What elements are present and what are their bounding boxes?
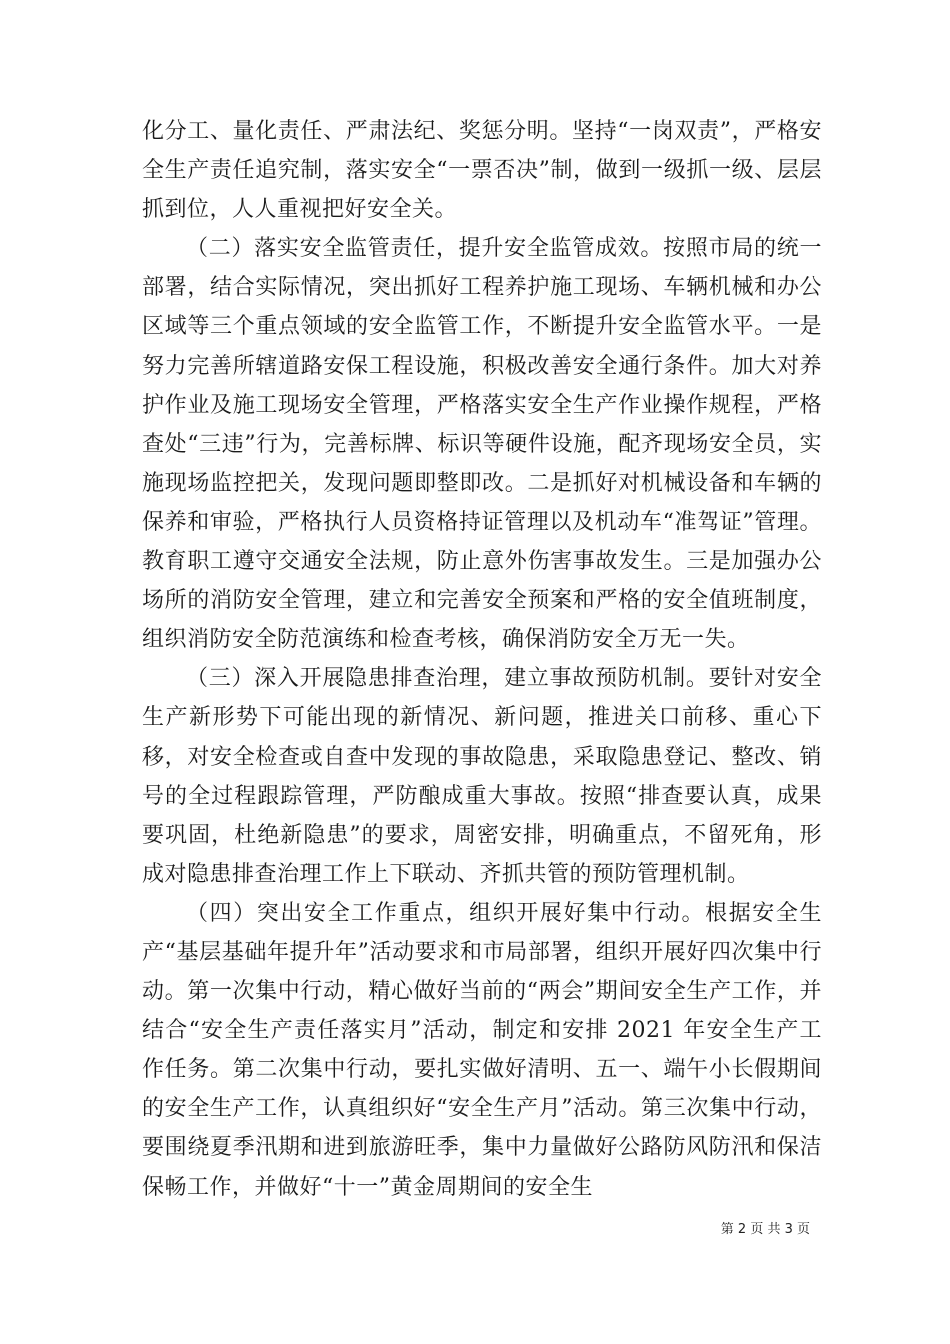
paragraph-section-4: （四）突出安全工作重点，组织开展好集中行动。根据安全生产“基层基础年提升年”活动要求和市局部署，组织开展好四次集中行动。第一次集中行动，精心做好当前的“两会”期间安全生产工作，并结合“安全生产责任落实月”活动，制定和安排 2021 年安全生产工作任务。第二次集中行动，要扎实做好清明、五一、端午小长假期间的安全生产工作，认真组织好“安全生产月”活动。第三次集中行动，要围绕夏季汛期和进到旅游旺季，集中力量做好公路防风防汛和保洁保畅工作，并做好“十一”黄金周期间的安全生: [142, 900, 822, 1200]
paragraph-section-2: （二）落实安全监管责任，提升安全监管成效。按照市局的统一部署，结合实际情况，突出抓好工程养护施工现场、车辆机械和办公区域等三个重点领域的安全监管工作，不断提升安全监管水平。一是努力完善所辖道路安保工程设施，积极改善安全通行条件。加大对养护作业及施工现场安全管理，严格落实安全生产作业操作规程，严格查处“三违”行为，完善标牌、标识等硬件设施，配齐现场安全员，实施现场监控把关，发现问题即整即改。二是抓好对机械设备和车辆的保养和审验，严格执行人员资格持证管理以及机动车“准驾证”管理。教育职工遵守交通安全法规，防止意外伤害事故发生。三是加强办公场所的消防安全管理，建立和完善安全预案和严格的安全值班制度，组织消防安全防范演练和检查考核，确保消防安全万无一失。: [142, 236, 822, 653]
paragraph-section-3: （三）深入开展隐患排查治理，建立事故预防机制。要针对安全生产新形势下可能出现的新情况、新问题，推进关口前移、重心下移，对安全检查或自查中发现的事故隐患，采取隐患登记、整改、销号的全过程跟踪管理，严防酿成重大事故。按照“排查要认真，成果要巩固，杜绝新隐患”的要求，周密安排，明确重点，不留死角，形成对隐患排查治理工作上下联动、齐抓共管的预防管理机制。: [142, 666, 822, 887]
paragraph-continuation: 化分工、量化责任、严肃法纪、奖惩分明。坚持“一岗双责”，严格安全生产责任追究制，落实安全“一票否决”制，做到一级抓一级、层层抓到位，人人重视把好安全关。: [142, 119, 822, 223]
page-number-footer: 第 2 页 共 3 页: [720, 1222, 810, 1237]
document-body: [142, 112, 822, 1207]
